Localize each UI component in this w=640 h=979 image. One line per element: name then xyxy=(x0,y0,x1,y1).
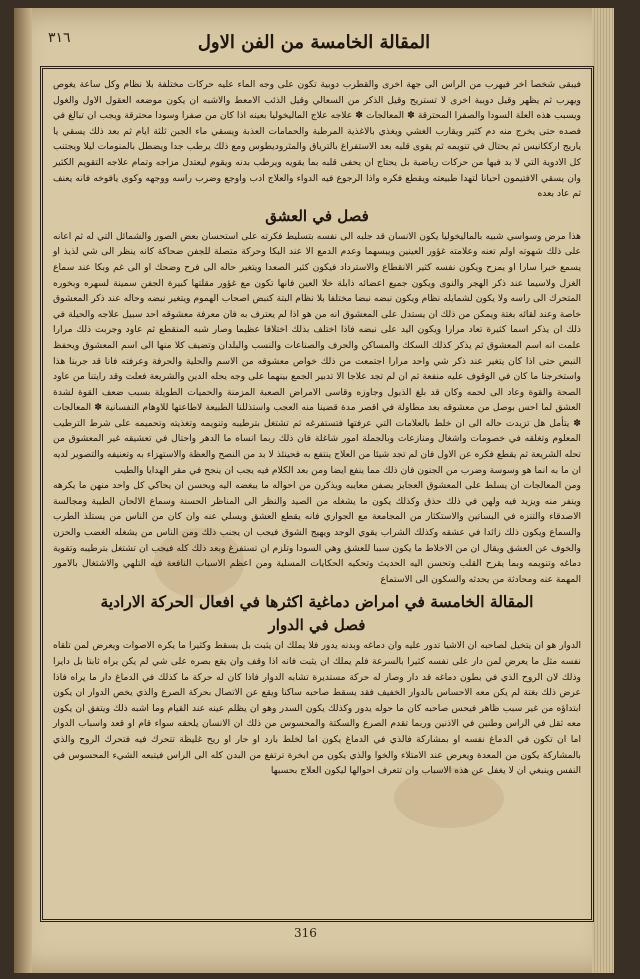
running-title: المقالة الخامسة من الفن الاول xyxy=(197,32,431,53)
binding-gutter xyxy=(14,8,32,973)
section-heading: المقالة الخامسة في امراض دماغية اكثرها في افعال الحركة الارادية xyxy=(100,592,534,612)
folio-number: ٣١٦ xyxy=(48,30,71,46)
book-page xyxy=(14,8,614,973)
footer-number: 316 xyxy=(294,926,317,940)
text-column xyxy=(53,77,581,779)
text-paragraph: هذا مرض وسواسي شبيه بالماليخوليا يكون الانسان قد جلبه الى نفسه بتسليط فكرته على استحسان بعض الصور والشمائل التي له ثم اعانه على ذلك شهوته اولم تعنه وعلامته غؤور العينين ويبسهما وعدم الدمع الا عند البكا وحركة متصلة للجفن ضحاكة كانه ينظر الى شي لذيذ او يسمع خبرا سارا او يمزح ويكون نفسه كثير الانقطاع والاسترداد فيكون كثير الصعدا ويتغير حاله الى فرح وضحك او الى غم وبكا عند سماع الغزل ولاسيما عند ذكر الهجر والنوى ويكون جميع اعضائه ذابلة خلا العين فانها تكون مع غؤور مقلتها كبيرة الجفن سمينة لسهره وبخوره المتحرك الى راسه ولا يكون لشمايله نظام ويكون نبضه نبضا مختلفا بلا نظام البتة كنبض اصحاب الهموم ويتغير نبضه وحاله عند ذكر المعشوق خاصة وعند لقائه بغتة ويمكن من ذلك ان يستدل على المعشوق انه من هو اذا لم يعترف به فان معرفة معشوقه احد سبيل علاجه والحيلة في ذلك ان يذكر اسما كثيرة تعاد مرارا ويكون اليد على نبضه فاذا اختلف بذلك اختلافا عظيما وصار شبه المنقطع ثم عاود وجربت ذلك مرارا علمت انه اسم المعشوق ثم يذكر كذلك السكك والمساكن والحرف والصناعات والنسب والبلدان وتضيف كلا منها الى اسم المعشوق ويحفظ النبض حتى اذا كان يتغير عند ذكر شي واحد مرارا اجتمعت من ذلك خواص معشوقه من الاسم والحلية والحرفة وعرفته فانا قد جربنا هذا واستخرجنا ما كان في الوقوف عليه منفعة ثم ان لم تجد علاجا الا تدبير الجمع بينهما على وجه يحله الدين والشريعة فعلت وقد رايتنا من عاود الصحة والقوة وعاد الى لحمه وكان قد بلغ الذبول وجاوزه وقاسى الامراض الصعبة المزمنة والحميات الطويلة بسبب ضعف القوة لشدة العشق لما احس بوصل من معشوقه بعد مطاولة في اقصر مدة قضينا منه العجب واستذللنا الطبيعة لاطاعتها للاوهام النفسانية ✽ المعالجات ✽ يتأمل هل تزيدت حاله الى ان خلط بالعلامات التي عرفتها فتستفرغه ثم تشتغل بترطيبه وتنويمه وتغذيته وتحميمه على شرط الترطيب المعلوم وتغلقه في خصومات واشغال ومنازعات وبالجملة امور شاغلة فان ذلك ربما انساه ما الدهر واحتال في تعشيقه غير المعشوق من تحله الشريعة ثم يقطع فكره عن الاول فان لم تجد شيئا من العلاج ينتفع به فحينئذ لا بد من النصح والعظة والاستهزاء به وتعنيفه والتصوير لديه ان ما به انما هو وسوسة وضرب من الجنون فان ذلك مما ينفع ايضا ومن بعد الكلام فيه يجب ان ينجح في مقر الهدايا والطيب xyxy=(53,230,581,476)
text-paragraph: الدوار هو ان يتخيل لصاحبه ان الاشيا تدور عليه وان دماغه وبدنه يدور فلا يملك ان يثبت بل يسقط وكثيرا ما يكره الاصوات ويعرض لمن تلقاه نفسه مثل ما يعرض لمن دار على نفسه كثيرا بالسرعة فلم يملك ان يثبت فانه اذا وقف وان يقع بصره على شي لم يكن يراه ثابتا بل دايرا وذلك لان الروح الذي في بطون دماغه قد دار وصار له حركة مستديرة تشابه الدوار فاذا كان له حركة ما كذلك في الدماغ دار ما يراه فاذا عرض ذلك بغتة لم يكن معه الاحساس بالدوار الخفيف فقد يسقط صاحبه ساكنا ويقع عن الاتصال بحركة الصرع والذي يخص الدوار ان يكون ابتداؤه من غير سبب ظاهر فيحس صاحبه كان ما حوله يدور وكذلك يكون السدر وهو ان يظلم عينه عند القيام وما اشبه ذلك ويتفق ان يكون معه ثقل في الراس وطنين في الاذنين وربما تقدم الصرع والسكتة والمحسوس من ذلك ان الانسان يلحقه سواء قام او قعد واسباب الدوار اما ان تكون في الدماغ نفسه او بمشاركة فالذي في الدماغ يكون اما لخلط بارد او حار او ريح غليظة تتحرك فيه فتحرك الروح والذي بالمشاركة يكون من المعدة ويعرض عند الامتلاء والخوا والذي يكون من ابخرة ترتفع من البدن كله الى الراس فيتبعه الشيء المحسوس في النفس وينبغي ان لا يغفل عن هذه الاسباب وان تتعرف احوالها ليكون العلاج بحسبها xyxy=(53,640,581,777)
section-heading: فصل في العشق xyxy=(265,206,369,225)
text-paragraph: فيبقى شخصا اخر فيهرب من الراس الى جهة اخرى والقطرب دوبية تكون على وجه الماء عليه حركات مختلفة بلا نظام وكل ساعة يغوص ويهرب ثم يظهر وقيل دويبة اخرى لا تستريح وقيل الذكر من السعالي وقيل الذئب الامعط والاشبه ان يكون موضعه العقول الاول والغول ويسبب هذه العلة السودا والصفرا المحترقة ✽ المعالجات ✽ علاجه علاج الماليخوليا بعينه اذا كان من صفرا وسودا محترقة ويجب ان تبالغ في فصده حتى يخرج منه دم كثير ويقارب الغشي ويغذي بالاغذية المرطبة والحمامات العذبة ويسقي ماء الجبن ثلثة ايام ثم بعد ذلك يسقي يا ياريج ارككانيس ثم يحتال في تنويمه ثم يقوى قلبه بعد الاستفراغ بالترياق والمثروديطوس ومع ذلك يرطب جدا ويضطل بالمنومات ليلا ويجتنب كل الادوية التي لا بد فيها من حركات رياضية بل يحتاج ان يحفى قلبه بما يقويه ويرطب بدنه ويقوم ليعتدل مزاجه وتمام علاجه التقويم الكثير وان يسقي الافتيمون احيانا لتهدا طبيعته ويقطع فكره واذا الرجوع فيه الدواء والعلاج ادب واوجع وضرب راسه ووجهه وكوى يافوخه فانه يعنف ثم عاد بعده xyxy=(53,79,581,200)
section-heading: فصل في الدوار xyxy=(268,616,366,635)
text-frame xyxy=(40,66,594,922)
page-edges xyxy=(592,8,614,973)
text-paragraph: ومن المعالجات ان يسلط على المعشوق العجايز يصفن معايبه ويذكرن من احواله ما يبغضه اليه ويحسن ان يحاكي كل واحد منهن ما يكرهه وينفر منه ويزيد فيه ولهن في ذلك حذق وكذلك يكون ما يشغله من الصيد والنظر الى المناظر الحسنة وسماع الالحان الطيبة ومجالسة الاصدقاء والتنزه في البساتين والاستكثار من المجامعة مع الجواري فانه يقطع العشق ويسلي عنه وان كان من الناس من يستلذ الطرب والسماع ويكون ذلك زائدا في عشقه وكذلك الشراب يقوي الوجد ويهيج الشوق فيجب ان يجنب ذلك ومن الناس من يشغله الغضب والحزن والخوف عن العشق ويقال ان من الاخلاط ما يكون سببا للعشق وهي السودا وتلزم ان تستفرغ وبعد ذلك كله فيجب ان تشتغل بترطيبه وتقوية دماغه وتنويمه وبما يقرح القلب وتحسن اليه الحديث وتحكيه الحكايات المسلية ومن اعظم الاسباب النافعة فيه التلهي والاشتغال بالامور المهمة عنه ومحادثة من يحدثه والسكون الى الاستماع xyxy=(53,480,581,585)
